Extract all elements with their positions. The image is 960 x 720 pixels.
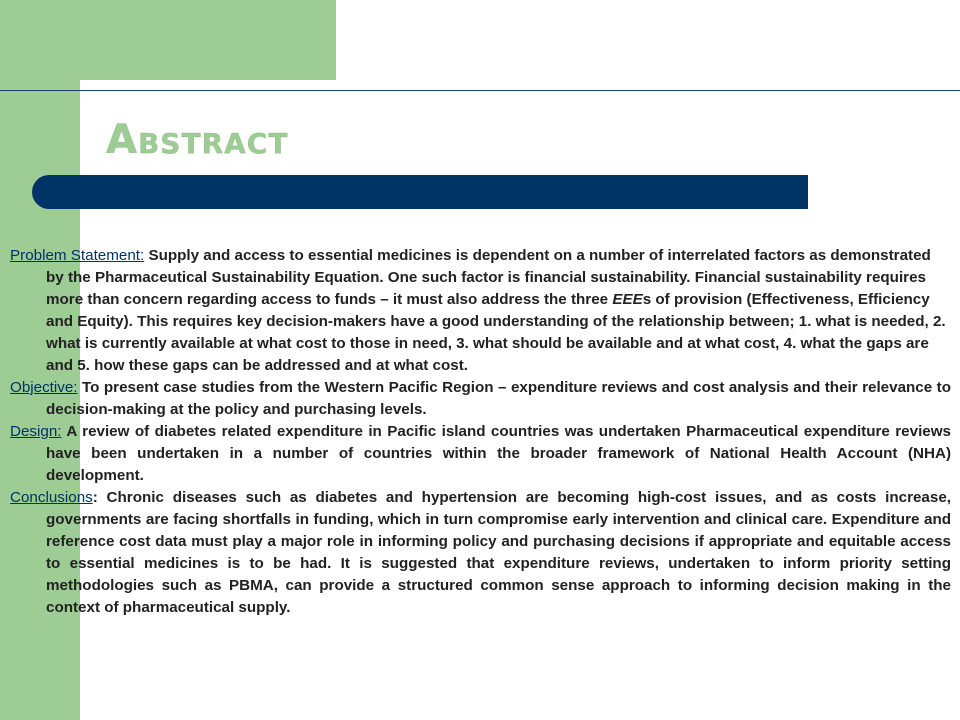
design-label: Design: xyxy=(10,423,62,440)
abstract-body xyxy=(10,245,951,619)
conclusions-label: Conclusions xyxy=(10,489,93,506)
problem-statement-label: Problem Statement: xyxy=(10,247,145,264)
title-underline-bar xyxy=(32,175,808,209)
top-green-block xyxy=(0,0,336,80)
objective-label: Objective: xyxy=(10,379,78,396)
conclusions-text: : Chronic diseases such as diabetes and hypertension are becoming high-cost issues, and as costs increase, governments are facing shortfalls in funding, which in turn compromise early intervention and clinical care. Expenditure and reference cost data must play a major role in informing policy and purchasing decisions if appropriate and equitable access to essential medicines is to be had. It is suggested that expenditure reviews, undertaken to inform priority setting methodologies such as PBMA, can provide a structured common sense approach to informing decision making in the context of pharmaceutical supply. xyxy=(46,489,951,616)
objective-paragraph xyxy=(10,377,951,421)
problem-statement-paragraph xyxy=(10,245,951,377)
objective-text: To present case studies from the Western Pacific Region – expenditure reviews and cost analysis and their relevance to decision-making at the policy and purchasing levels. xyxy=(46,379,951,418)
slide-title: Abstract xyxy=(106,117,289,163)
problem-statement-text-2: s of provision (Effectiveness, Efficiency and Equity). This requires key decision-makers have a good understanding of the relationship between; 1. what is needed, 2. what is currently available at what cost to those in need, 3. what should be available and at what cost, 4. what the gaps are and 5. how these gaps can be addressed and at what cost. xyxy=(46,291,946,374)
conclusions-paragraph xyxy=(10,487,951,619)
design-paragraph xyxy=(10,421,951,487)
eee-term: EEE xyxy=(612,291,643,308)
problem-statement-text-1: Supply and access to essential medicines is dependent on a number of interrelated factors as demonstrated by the Pharmaceutical Sustainability Equation. One such factor is financial sustainability. Financial sustainability requires more than concern regarding access to funds – it must also address the three xyxy=(46,247,931,308)
design-text: A review of diabetes related expenditure in Pacific island countries was undertaken Pharmaceutical expenditure reviews have been undertaken in a number of countries within the broader framework of National Health Account (NHA) development. xyxy=(46,423,951,484)
